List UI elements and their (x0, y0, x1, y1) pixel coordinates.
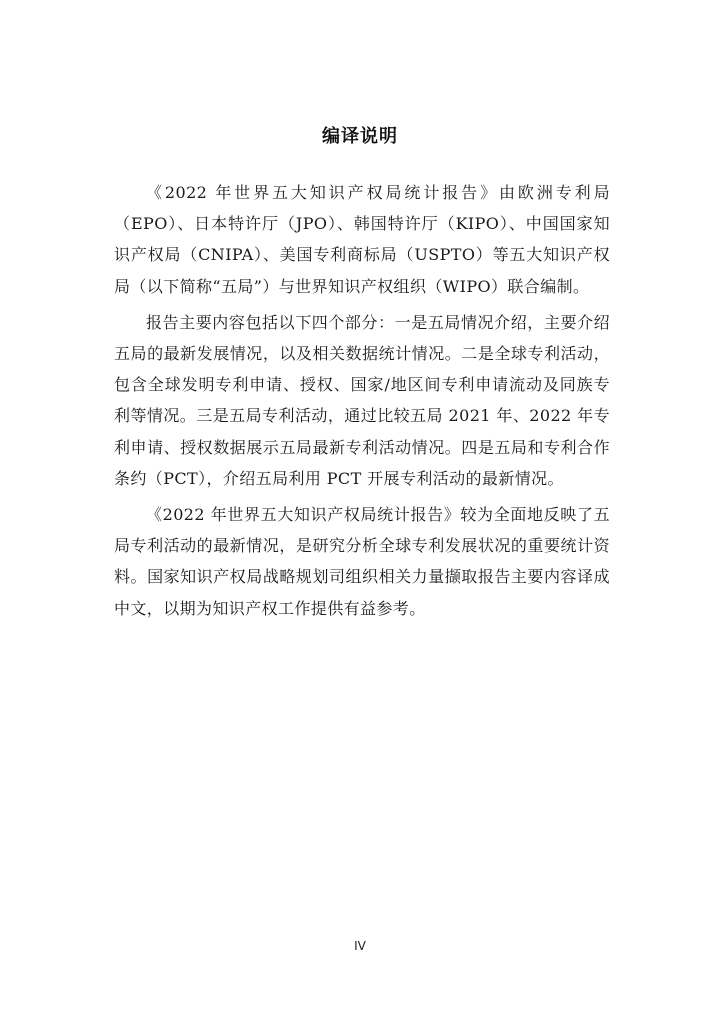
body-text (114, 177, 610, 629)
page-number: IV (354, 939, 366, 953)
paragraph-contents: 报告主要内容包括以下四个部分：一是五局情况介绍，主要介绍五局的最新发展情况，以及相关数据统计情况。二是全球专利活动，包含全球发明专利申请、授权、国家/地区间专利申请流动及同族专利等情况。三是五局专利活动，通过比较五局 2021 年、2022 年专利申请、授权数据展示五局最新专利活动情况。四是五局和专利合作条约（PCT），介绍五局利用 PCT 开展专利活动的最新情况。 (114, 312, 610, 488)
page-title: 编译说明 (322, 126, 398, 147)
paragraph-intro: 《2022 年世界五大知识产权局统计报告》由欧洲专利局（EPO）、日本特许厅（JPO）、韩国特许厅（KIPO）、中国国家知识产权局（CNIPA）、美国专利商标局（USPTO）等五大知识产权局（以下简称“五局”）与世界知识产权组织（WIPO）联合编制。 (114, 183, 610, 296)
paragraph-purpose: 《2022 年世界五大知识产权局统计报告》较为全面地反映了五局专利活动的最新情况，是研究分析全球专利发展状况的重要统计资料。国家知识产权局战略规划司组织相关力量撷取报告主要内容译成中文，以期为知识产权工作提供有益参考。 (114, 505, 610, 618)
